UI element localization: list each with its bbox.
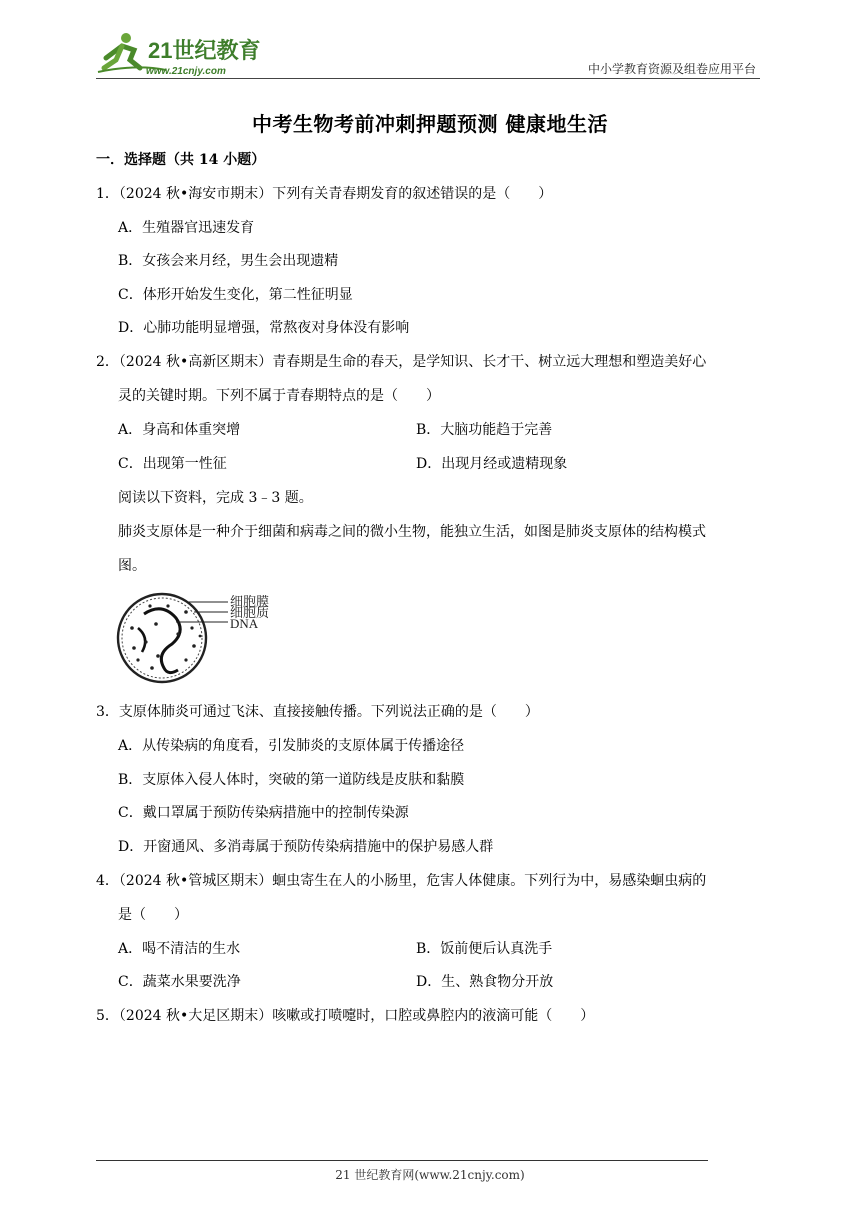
question-2-option-a: A．身高和体重突增 <box>118 422 241 438</box>
reading-paragraph-line2: 图。 <box>118 558 146 574</box>
svg-text:21世纪教育: 21世纪教育 <box>148 38 261 63</box>
reading-paragraph-line1: 肺炎支原体是一种介于细菌和病毒之间的微小生物，能独立生活，如图是肺炎支原体的结构模式 <box>118 524 706 540</box>
site-logo <box>96 28 266 78</box>
page-header <box>96 28 760 80</box>
platform-name: 中小学教育资源及组卷应用平台 <box>587 62 756 76</box>
question-4-option-a: A．喝不清洁的生水 <box>118 941 241 957</box>
question-1-stem: 1．（2024 秋•海安市期末）下列有关青春期发育的叙述错误的是（ ） <box>96 186 553 202</box>
question-1-option-b: B．女孩会来月经，男生会出现遗精 <box>118 253 339 269</box>
question-4-option-b: B．饭前便后认真洗手 <box>416 941 553 957</box>
page-footer: 21 世纪教育网(www.21cnjy.com) <box>335 1168 525 1182</box>
question-3-option-b: B．支原体入侵人体时，突破的第一道防线是皮肤和黏膜 <box>118 772 465 788</box>
question-5-stem: 5．（2024 秋•大足区期末）咳嗽或打喷嚏时，口腔或鼻腔内的液滴可能（ ） <box>96 1008 595 1024</box>
page-title: 中考生物考前冲刺押题预测 健康地生活 <box>252 112 608 136</box>
footer-divider <box>96 1160 708 1161</box>
svg-text:www.21cnjy.com: www.21cnjy.com <box>146 66 226 77</box>
question-1-option-c: C．体形开始发生变化，第二性征明显 <box>118 287 353 303</box>
question-4-stem-line2: 是（ ） <box>118 907 188 923</box>
mycoplasma-structure-figure <box>116 588 280 688</box>
section-heading: 一．选择题（共 14 小题） <box>96 152 266 168</box>
question-3-stem: 3．支原体肺炎可通过飞沫、直接接触传播。下列说法正确的是（ ） <box>96 704 539 720</box>
question-1-option-d: D．心肺功能明显增强，常熬夜对身体没有影响 <box>118 320 410 336</box>
question-2-stem-line2: 灵的关键时期。下列不属于青春期特点的是（ ） <box>118 388 440 404</box>
question-2-stem-line1: 2．（2024 秋•高新区期末）青春期是生命的春天，是学知识、长才干、树立远大理想和塑造美好心 <box>96 354 707 370</box>
question-2-option-d: D．出现月经或遗精现象 <box>416 456 568 472</box>
figure-label-membrane: 细胞膜 <box>230 594 270 609</box>
figure-label-dna: DNA <box>230 616 259 631</box>
question-4-option-c: C．蔬菜水果要洗净 <box>118 974 241 990</box>
reading-intro: 阅读以下资料，完成 3﹣3 题。 <box>118 490 313 506</box>
question-3-option-d: D．开窗通风、多消毒属于预防传染病措施中的保护易感人群 <box>118 839 494 855</box>
figure-label-cytoplasm: 细胞质 <box>230 605 270 620</box>
question-1-option-a: A．生殖器官迅速发育 <box>118 220 255 236</box>
question-4-stem-line1: 4．（2024 秋•管城区期末）蛔虫寄生在人的小肠里，危害人体健康。下列行为中，易感染蛔虫病的 <box>96 873 707 889</box>
question-2-option-b: B．大脑功能趋于完善 <box>416 422 553 438</box>
header-divider <box>96 78 760 79</box>
question-3-option-a: A．从传染病的角度看，引发肺炎的支原体属于传播途径 <box>118 738 465 754</box>
question-4-option-d: D．生、熟食物分开放 <box>416 974 554 990</box>
question-2-option-c: C．出现第一性征 <box>118 456 227 472</box>
question-3-option-c: C．戴口罩属于预防传染病措施中的控制传染源 <box>118 805 409 821</box>
